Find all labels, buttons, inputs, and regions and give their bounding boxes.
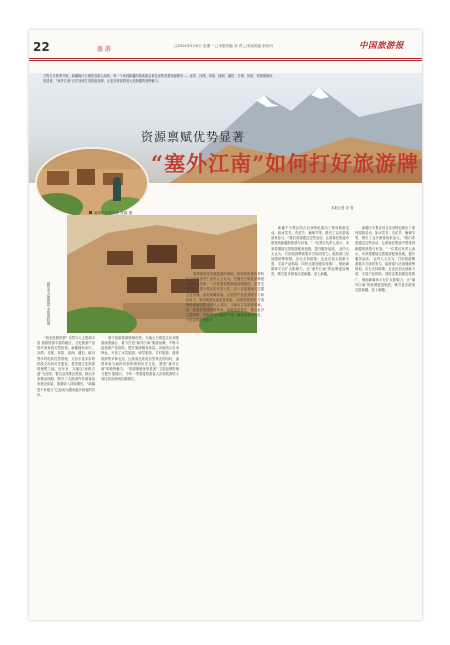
newspaper-logo: 中国旅游报 [359,41,405,51]
photo-caption-text: 喀纳斯河畔风光 张霖 摄 [94,211,133,215]
article-headline: “塞外江南”如何打好旅游牌 [151,151,420,176]
article-kicker: 资源禀赋优势显著 [141,130,246,144]
article-column-4 [271,226,349,614]
vertical-caption: 悬空寺古建筑群 本报资料图 [47,282,51,326]
article-column-3 [186,272,264,614]
page-number: 22 [33,40,50,54]
article-column-5 [355,226,415,614]
oval-photo [35,147,149,219]
newspaper-page [29,30,422,620]
page-header [29,30,422,58]
column-3-text: 资源禀赋是发展旅游的基础，如何将资源优势转化为发展优势？业内人士认为，关键在于做好品牌建设和产品创新。一方面要加强基础设施建设，完善交通网络，提升景区的可进入性；另一方面要深入挖掘文化内涵，讲好新疆故事，让旅游产品更具吸引力和竞争力，推动旅游业高质量发展。 如何发挥优势 打造特色旅游线路 业内人士建议，当地应立足资源禀赋，进一步做好旅游线路规划，串联优质景区，推出更多主题鲜明、特色突出的旅游产品，满足游客多样化、个性化的消费需求。 [186,272,264,323]
column-5-text: 新疆不少景区结合自身特色推出了系列旅游活动，如冰雪节、杏花节、葡萄节等，吸引了众多游客前来参与。“我们希望通过这些活动，让游客在旅途中感受到新疆的热情与好客。”一位景区负责人表示，未来将继续完善旅游配套设施，提升服务品质。 业内人士认为，打好旅游牌需要多方协同发力。政府部门应加强统筹规划，出台支持政策；企业应加大创新力度，丰富产品供给；同时还要加强宣传推广，借助新媒体平台扩大影响力，让“塞外江南”的品牌更加响亮，吸引更多游客走进新疆、爱上新疆。 [355,226,415,292]
article-column-2 [101,336,179,614]
edition-meta: □2024年5月6日 星期一 □本版责编 刘 青 □本版美编 彭怡丹 [174,44,274,48]
section-label: 旅 游 [97,46,111,53]
column-4-text: 新疆不少景区结合自身特色推出了系列旅游活动，如冰雪节、杏花节、葡萄节等，吸引了众多游客前来参与。“我们希望通过这些活动，让游客在旅途中感受到新疆的热情与好客。”一位景区负责人表示，未来将继续完善旅游配套设施，提升服务品质。 业内人士认为，打好旅游牌需要多方协同发力。政府部门应加强统筹规划，出台支持政策；企业应加大创新力度，丰富产品供给；同时还要加强宣传推广，借助新媒体平台扩大影响力，让“塞外江南”的品牌更加响亮，吸引更多游客走进新疆、爱上新疆。 [271,226,349,277]
article-byline: 本报记者 刘 青 [331,206,354,210]
article-column-1 [37,336,95,614]
header-rule [29,58,422,59]
header-rule-thin [29,60,422,61]
vertical-caption-small: 新疆风光 [259,325,263,338]
column-2-text: 基于旅游资源禀赋优势，当地大力推进文化和旅游深度融合，着力打造“塞外江南”旅游品牌，不断丰富旅游产品供给，提升旅游服务质量。各地结合自身特色，开发了冰雪旅游、研学旅游、乡村旅游、康养旅游等多种业态，让游客在欣赏自然风光的同时，深度体验当地的民俗风情和历史文化，感受“塞外江南”的独特魅力。 “资源禀赋优势显著” 文旅品牌影响力提升 据统计，今年一季度接待游客人次和旅游收入同比均实现两位数增长。 [101,336,179,382]
column-1-text: “西北民族风情” 自然与人文资源丰富 旅游资源丰富的地区，文化旅游产品的开发有着天然优势。新疆拥有冰川、沙漠、戈壁、草原、绿洲、湖泊、峡谷等多样化的自然景观，又有丰富多彩的民族文化和历史遗存，是发展文化旅游的理想之地。近年来，当地以“丝路古道”为纽带，整合沿线景区资源，推出多条精品线路，吸引了大批国内外游客前来观光体验，旅游收入持续增长。“新疆是个好地方”已经成为越来越多游客的共识。 [37,336,95,397]
lede-paragraph: 万物生长的季节里，新疆喀什古城依旧游人如织。每一个来到新疆的游客都会被这里的美景深深吸引……冰雪、沙漠、草原、绿洲、湖泊、古城、民俗，资源禀赋优势显著，“塞外江南”正在加快打造旅游品牌，让更多游客感受大美新疆的独特魅力。 [43,74,273,84]
